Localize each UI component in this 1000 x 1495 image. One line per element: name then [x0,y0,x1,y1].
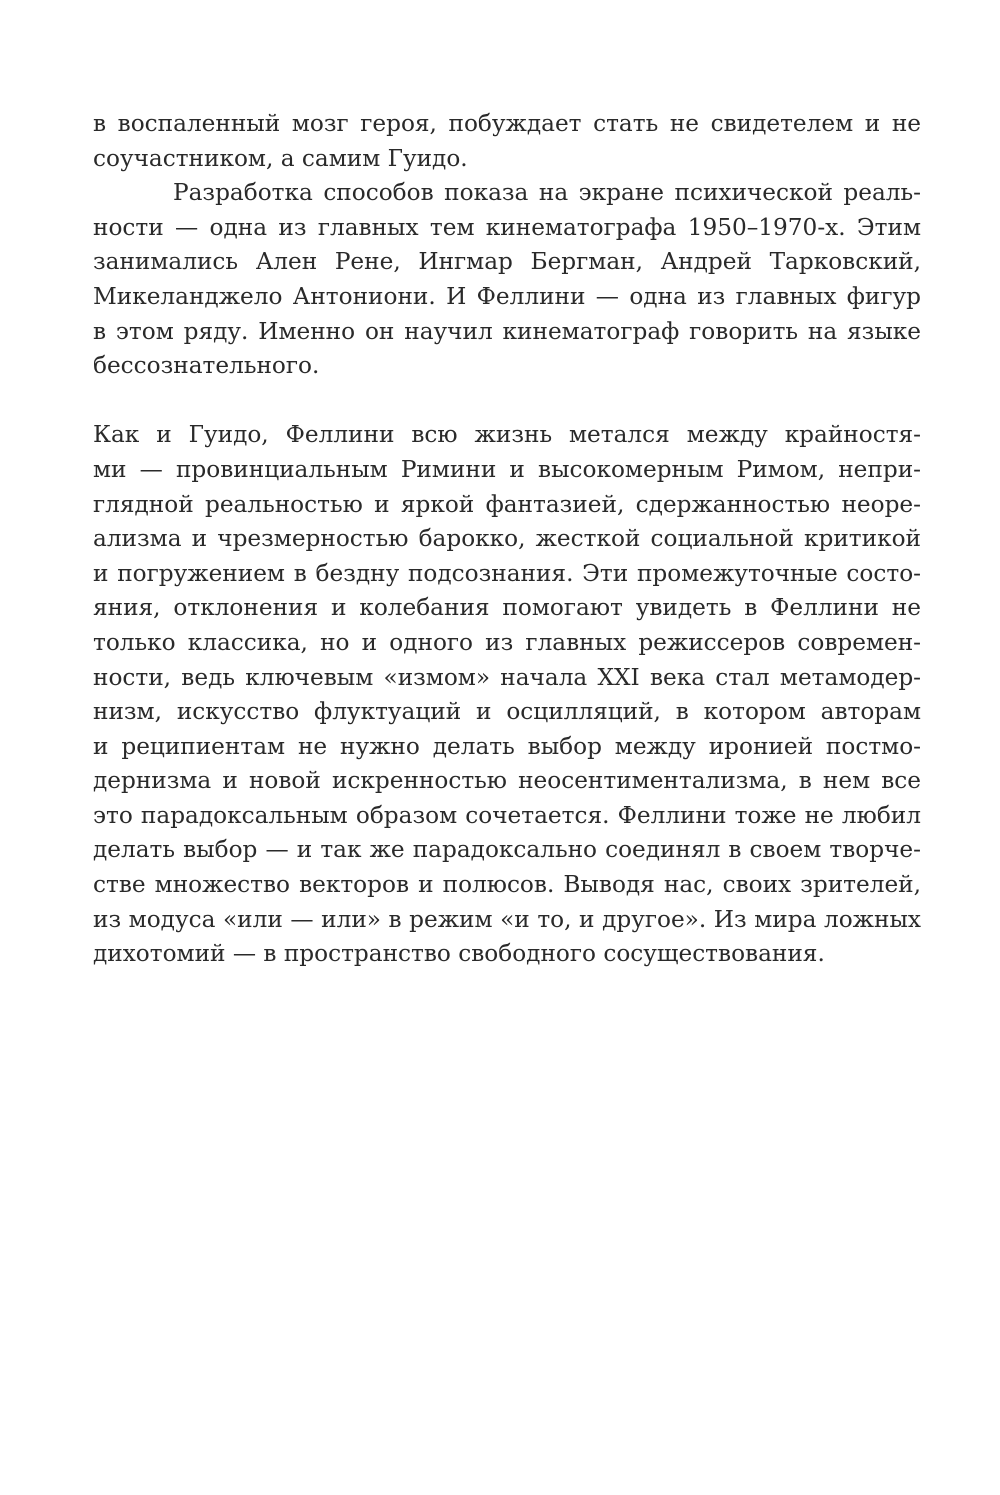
text-line: и погружением в бездну подсознания. Эти промежуточные состо- [93,559,921,587]
text-line: низм, искусство флуктуаций и осцилляций, в котором авторам [93,698,921,726]
text-line: и реципиентам не нужно делать выбор между иронией постмо- [93,732,921,760]
text-line: в воспаленный мозг героя, побуждает стать не свидетелем и не [93,110,921,137]
text-line: это парадоксальным образом сочетается. Феллини тоже не любил [93,801,921,829]
paragraph-extremes [93,418,921,972]
text-line: только классика, но и одного из главных режиссеров современ- [93,628,921,656]
paragraph-psychic-reality [93,176,921,384]
text-line: бессознательного. [93,352,320,380]
text-line: Разработка способов показа на экране психической реаль- [173,179,921,207]
text-line: в этом ряду. Именно он научил кинематограф говорить на языке [93,317,921,345]
text-line: Как и Гуидо, Феллини всю жизнь метался между крайностя- [93,421,921,449]
text-line: соучастником, а самим Гуидо. [93,144,468,172]
text-line: яния, отклонения и колебания помогают увидеть в Феллини не [93,594,921,622]
text-line: дернизма и новой искренностью неосентиментализма, в нем все [93,767,921,795]
body-text [93,107,921,972]
text-line: глядной реальностью и яркой фантазией, сдержанностью неоре- [93,490,921,518]
text-line: делать выбор — и так же парадоксально соединял в своем творче- [93,836,921,864]
text-line: ализма и чрезмерностью барокко, жесткой социальной критикой [93,525,921,553]
text-line: ности, ведь ключевым «измом» начала XXI века стал метамодер- [93,663,921,691]
text-line: Микеланджело Антониони. И Феллини — одна из главных фигур [93,282,921,310]
paragraph-continuation [93,107,921,176]
text-line: дихотомий — в пространство свободного сосуществования. [93,940,825,968]
text-line: стве множество векторов и полюсов. Выводя нас, своих зрителей, [93,871,921,899]
text-line: ности — одна из главных тем кинематографа 1950–1970-х. Этим [93,213,921,241]
text-line: из модуса «или — или» в режим «и то, и другое». Из мира ложных [93,905,921,933]
text-line: занимались Ален Рене, Ингмар Бергман, Андрей Тарковский, [93,248,921,276]
text-line: ми — провинциальным Римини и высокомерным Римом, непри- [93,455,921,483]
section-gap [93,384,921,419]
